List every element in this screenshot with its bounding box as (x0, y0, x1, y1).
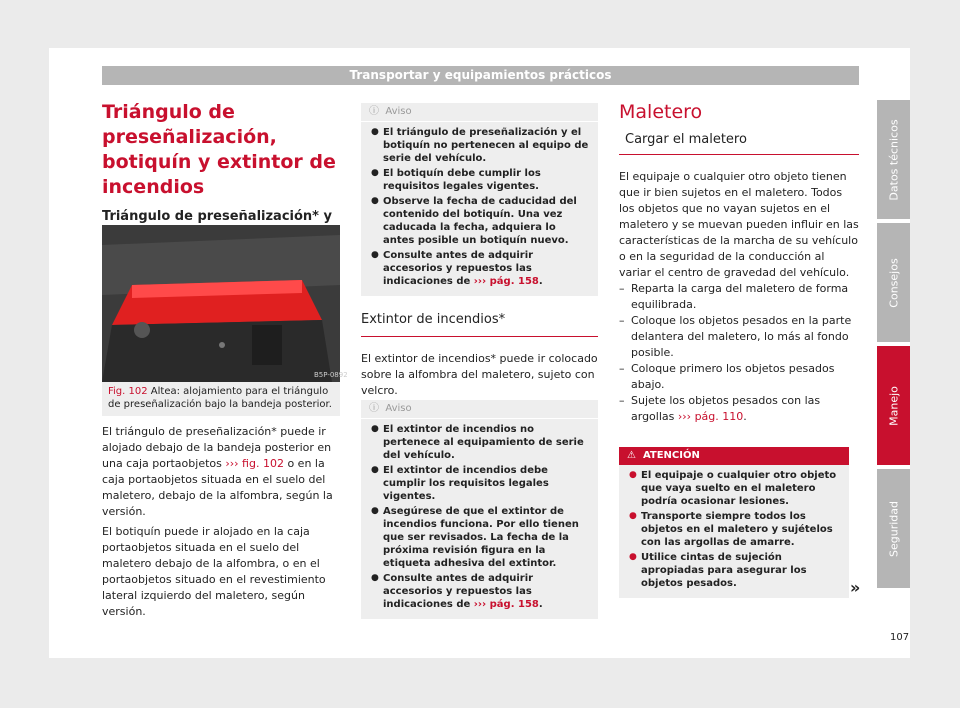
list-item: ● Transporte siempre todos los objetos en el maletero y sujételos con las argollas de amarre. (631, 510, 841, 549)
list-item: ● El botiquín debe cumplir los requisitos legales vigentes. (373, 167, 590, 193)
page-link[interactable]: ››› pág. 158 (473, 276, 539, 287)
figure-label: Fig. 102 (108, 386, 148, 397)
atencion-box (619, 447, 849, 598)
list-item: ● El equipaje o cualquier otro objeto que vaya suelto en el maletero podría ocasionar lesiones. (631, 469, 841, 508)
aviso-header: ⓘ Aviso (361, 103, 598, 122)
page-link[interactable]: ››› pág. 158 (473, 599, 539, 610)
subsection-title: Triángulo de preseñalización* y (102, 209, 332, 224)
list-item: – Coloque primero los objetos pesados abajo. (619, 361, 859, 393)
right-column (619, 100, 859, 425)
continue-icon: » (850, 578, 861, 597)
list-item: ● Consulte antes de adquirir accesorios y repuestos las indicaciones de ››› pág. 158. (373, 572, 590, 611)
list-item: ● Asegúrese de que el extintor de incendios funciona. Por ello tienen que ser revisados. La fecha de la próxima revisión figura en la etiqueta adhesiva del extintor. (373, 505, 590, 570)
page-link[interactable]: ››› pág. 110 (677, 410, 744, 423)
paragraph-triangle: El triángulo de preseñalización* puede ir alojado debajo de la bandeja posterior en una caja portaobjetos ››› fig. 102 o en la caja portaobjetos situada en el suelo del maletero, debajo de la alfombra, según la versión. (102, 425, 333, 518)
maletero-title: Maletero (619, 101, 703, 123)
extintor-section (361, 311, 598, 399)
aviso-box-2 (361, 400, 598, 619)
trunk-illustration (102, 225, 348, 382)
page-number: 107 (890, 632, 910, 643)
section-title: Triángulo de preseñalización, botiquín y extintor de incendios (102, 101, 336, 198)
tab-manejo[interactable]: Manejo (877, 346, 910, 465)
extintor-text: El extintor de incendios* puede ir colocado sobre la alfombra del maletero, sujeto con velcro. (361, 352, 598, 397)
list-item: – Reparta la carga del maletero de forma equilibrada. (619, 281, 859, 313)
maletero-subtitle: Cargar el maletero (625, 132, 747, 147)
figure-caption (102, 382, 340, 416)
figure-caption-text: Altea: alojamiento para el triángulo de preseñalización bajo la bandeja posterior. (108, 386, 332, 410)
maletero-intro: El equipaje o cualquier otro objeto tienen que ir bien sujetos en el maletero. Todos los objetos que no vayan sujetos en el maletero y se muevan pueden influir en las características de la marcha de su vehículo o en la seguridad de la conducción al variar el centro de gravedad del vehículo. (619, 170, 859, 279)
paragraph-botiquin: El botiquín puede ir alojado en la caja portaobjetos situada en el suelo del maletero debajo de la alfombra, o en el portaobjetos situado en el revestimiento lateral izquierdo del maletero, según versión. (102, 525, 326, 618)
list-item: – Sujete los objetos pesados con las argollas ››› pág. 110. (619, 393, 859, 425)
figure-code: B5P-0892 (314, 371, 348, 379)
list-item: ● El extintor de incendios no pertenece al equipamiento de serie del vehículo. (373, 423, 590, 462)
list-item: ● Consulte antes de adquirir accesorios y repuestos las indicaciones de ››› pág. 158. (373, 249, 590, 288)
atencion-header: ⚠ ATENCIÓN (619, 447, 849, 465)
list-item: ● El triángulo de preseñalización y el botiquín no pertenecen al equipo de serie del vehículo. (373, 126, 590, 165)
left-body (102, 424, 340, 620)
extintor-title: Extintor de incendios* (361, 312, 506, 327)
tab-seguridad[interactable]: Seguridad (877, 469, 910, 588)
list-item: ● Observe la fecha de caducidad del contenido del botiquín. Una vez caducada la fecha, adquiera lo antes posible un botiquín nuevo. (373, 195, 590, 247)
aviso-header: ⓘ Aviso (361, 400, 598, 419)
list-item: ● El extintor de incendios debe cumplir los requisitos legales vigentes. (373, 464, 590, 503)
tab-datos-tecnicos[interactable]: Datos técnicos (877, 100, 910, 219)
fig-link[interactable]: ››› fig. 102 (225, 457, 284, 470)
chapter-header: Transportar y equipamientos prácticos (102, 66, 859, 85)
list-item: – Coloque los objetos pesados en la parte delantera del maletero, lo más al fondo posible. (619, 313, 859, 361)
tab-consejos[interactable]: Consejos (877, 223, 910, 342)
trunk-figure (102, 225, 348, 382)
aviso-box-1 (361, 103, 598, 296)
list-item: ● Utilice cintas de sujeción apropiadas para asegurar los objetos pesados. (631, 551, 841, 590)
